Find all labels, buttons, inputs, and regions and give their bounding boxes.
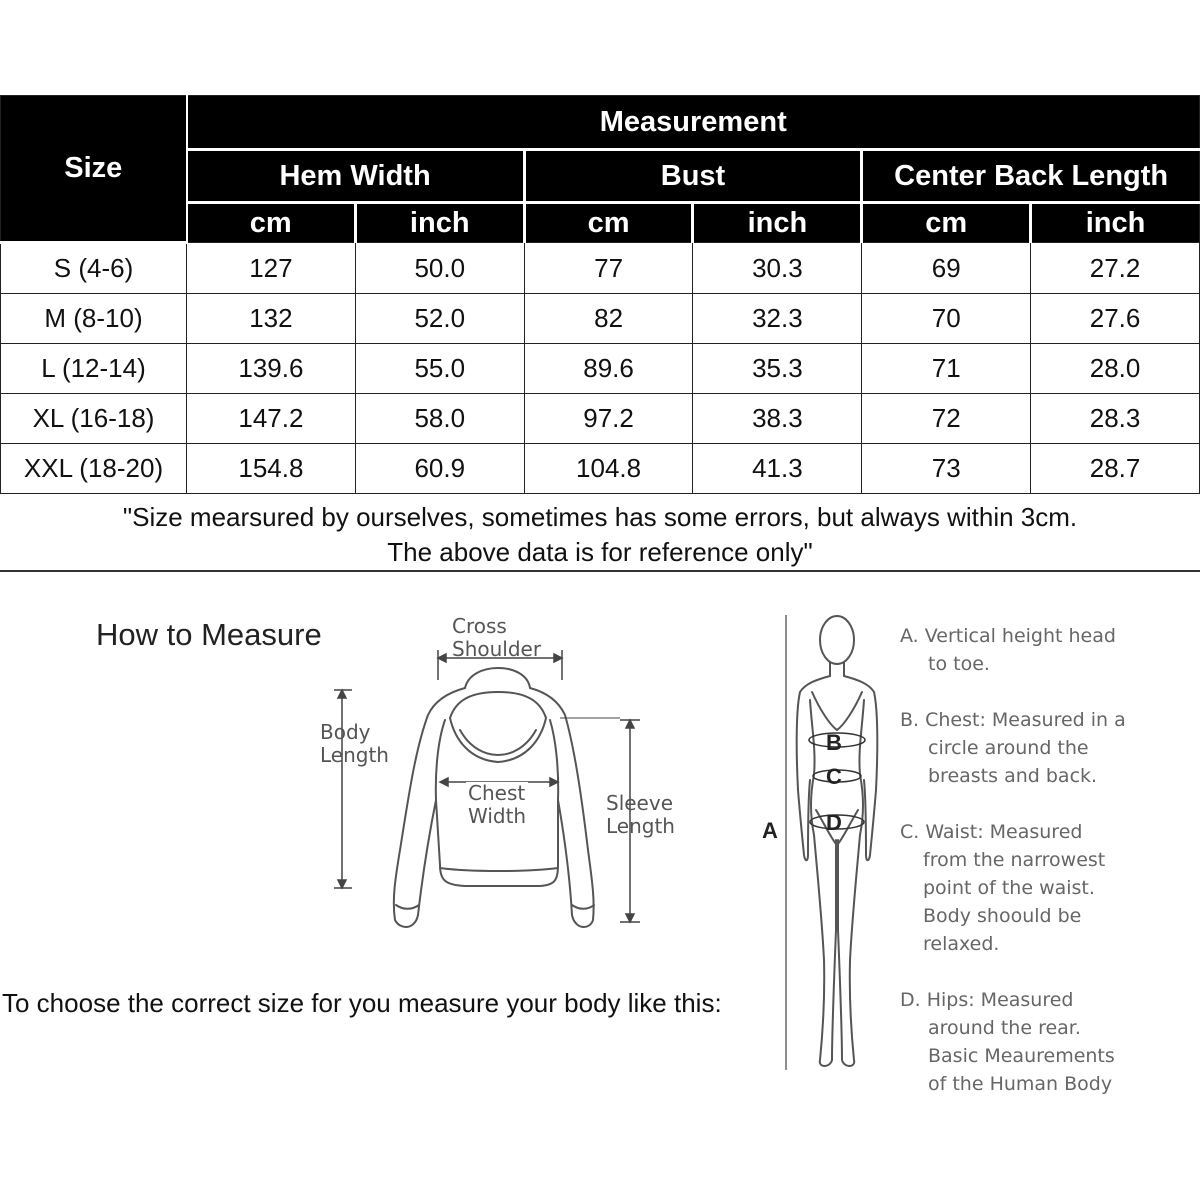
value-cell: 147.2 [187,394,356,444]
value-cell: 73 [862,444,1031,494]
body-length-label: Body Length [320,720,389,767]
value-cell: 55.0 [355,344,524,394]
size-chart-table [0,95,1200,494]
value-cell: 35.3 [693,344,862,394]
size-cell: L (12-14) [1,344,187,394]
body-letter-c: C [826,764,842,789]
value-cell: 27.6 [1031,294,1200,344]
size-cell: S (4-6) [1,243,187,294]
unit-header: inch [1031,203,1200,243]
value-cell: 97.2 [524,394,693,444]
value-cell: 41.3 [693,444,862,494]
body-letter-b: B [826,730,842,755]
value-cell: 82 [524,294,693,344]
table-row [1,294,1200,344]
unit-header: cm [187,203,356,243]
body-letter-d: D [826,810,842,835]
value-cell: 127 [187,243,356,294]
table-row [1,444,1200,494]
size-cell: XL (16-18) [1,394,187,444]
center-back-length-header: Center Back Length [862,150,1200,203]
size-column-header: Size [1,96,187,243]
value-cell: 52.0 [355,294,524,344]
table-row [1,243,1200,294]
choose-size-instruction: To choose the correct size for you measure your body like this: [2,988,722,1018]
bust-header: Bust [524,150,862,203]
human-body-illustration [760,600,900,1080]
value-cell: 69 [862,243,1031,294]
value-cell: 38.3 [693,394,862,444]
value-cell: 28.7 [1031,444,1200,494]
value-cell: 154.8 [187,444,356,494]
value-cell: 72 [862,394,1031,444]
cross-shoulder-label: Cross Shoulder [452,614,542,661]
hem-width-header: Hem Width [187,150,525,203]
value-cell: 50.0 [355,243,524,294]
value-cell: 89.6 [524,344,693,394]
section-divider [0,570,1200,572]
value-cell: 132 [187,294,356,344]
sleeve-length-label: Sleeve Length [606,791,675,838]
unit-header: inch [693,203,862,243]
unit-header: cm [524,203,693,243]
table-row [1,344,1200,394]
value-cell: 104.8 [524,444,693,494]
chest-width-label: Chest Width [468,781,527,828]
disclaimer-line-1: "Size mearsured by ourselves, sometimes has some errors, but always within 3cm. [122,502,1078,532]
legend-waist: C. Waist: Measured from the narrowest point of the waist. Body shoould be relaxed. [900,821,1106,955]
value-cell: 27.2 [1031,243,1200,294]
table-row [1,394,1200,444]
value-cell: 30.3 [693,243,862,294]
legend-chest: B. Chest: Measured in a circle around the breasts and back. [900,709,1126,787]
how-to-measure-title: How to Measure [96,617,322,652]
value-cell: 32.3 [693,294,862,344]
disclaimer-line-2: The above data is for reference only" [387,537,813,567]
value-cell: 60.9 [355,444,524,494]
unit-header: cm [862,203,1031,243]
value-cell: 139.6 [187,344,356,394]
unit-header: inch [355,203,524,243]
value-cell: 71 [862,344,1031,394]
measurement-header: Measurement [187,96,1200,150]
legend-vertical-height: A. Vertical height head to toe. [900,625,1116,675]
body-letter-a: A [762,818,778,843]
size-cell: XXL (18-20) [1,444,187,494]
value-cell: 77 [524,243,693,294]
value-cell: 28.3 [1031,394,1200,444]
size-cell: M (8-10) [1,294,187,344]
legend-hips: D. Hips: Measured around the rear. Basic Meaurements of the Human Body [900,989,1115,1095]
value-cell: 70 [862,294,1031,344]
value-cell: 28.0 [1031,344,1200,394]
value-cell: 58.0 [355,394,524,444]
